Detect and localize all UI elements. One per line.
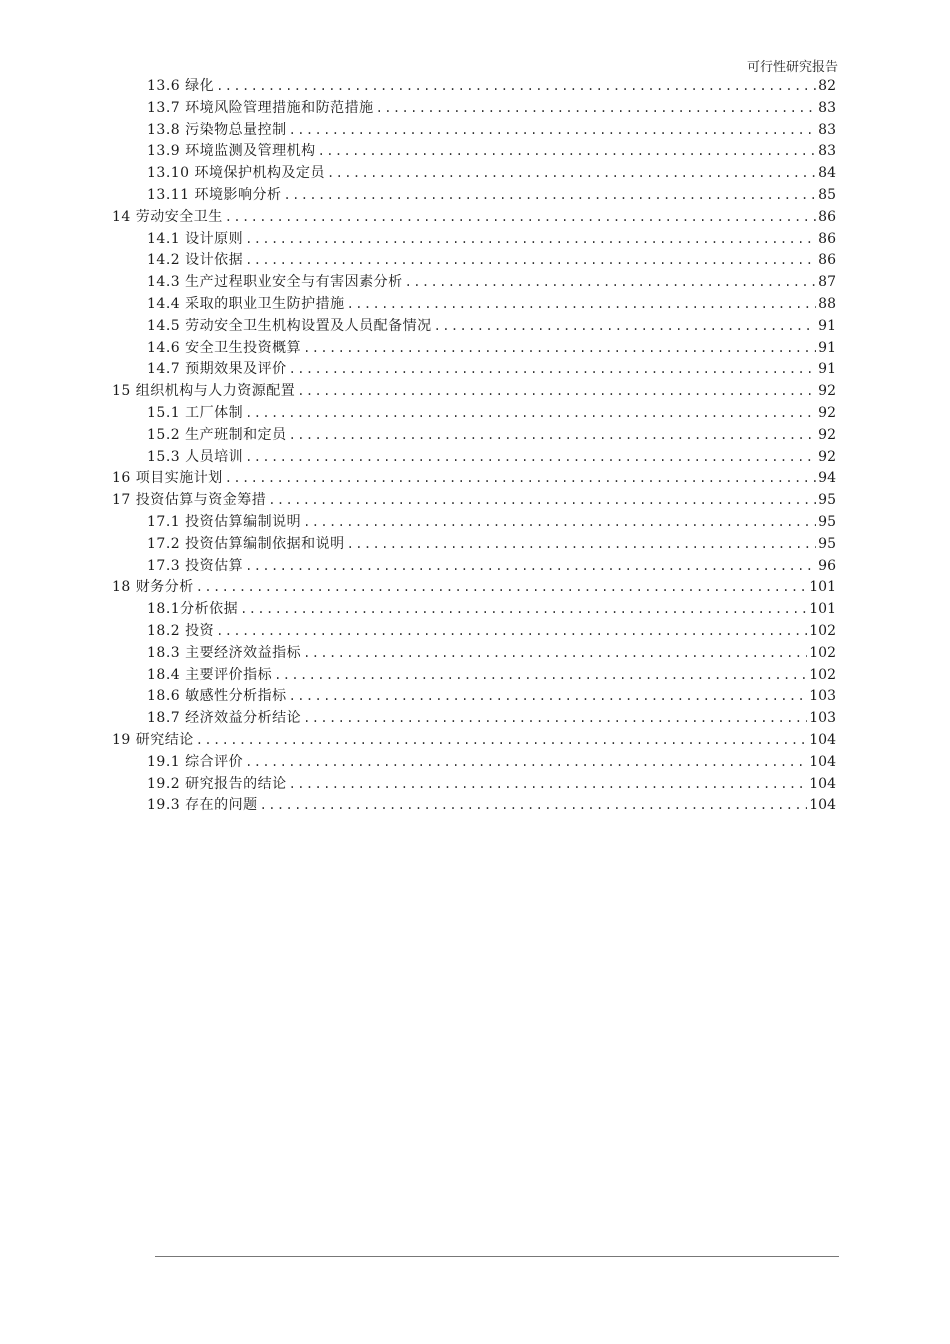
toc-dot-leader	[245, 229, 816, 251]
toc-entry-page: 92	[818, 383, 836, 400]
toc-entry[interactable]	[112, 686, 836, 708]
table-of-contents	[112, 76, 836, 817]
toc-dot-leader	[289, 120, 817, 142]
toc-entry-title: 19 研究结论	[112, 731, 194, 748]
toc-dot-leader	[260, 795, 808, 817]
toc-entry-page: 95	[818, 492, 836, 509]
toc-entry[interactable]	[112, 512, 836, 534]
toc-entry-page: 82	[818, 78, 836, 94]
toc-dot-leader	[347, 294, 817, 316]
toc-entry-title: 13.7 环境风险管理措施和防范措施	[147, 99, 374, 116]
toc-entry-page: 88	[818, 295, 836, 312]
toc-entry-title: 17.3 投资估算	[147, 557, 244, 574]
toc-entry-title: 18.2 投资	[147, 622, 215, 639]
toc-entry[interactable]	[112, 272, 836, 294]
toc-dot-leader	[303, 512, 816, 534]
toc-entry-title: 14.7 预期效果及评价	[147, 361, 287, 378]
toc-entry[interactable]	[112, 752, 836, 774]
toc-dot-leader	[245, 752, 807, 774]
toc-dot-leader	[284, 185, 817, 207]
toc-entry[interactable]	[112, 294, 836, 316]
toc-entry-page: 85	[818, 186, 836, 203]
toc-entry-page: 84	[818, 165, 836, 182]
toc-entry-page: 91	[818, 317, 836, 334]
toc-entry-page: 91	[818, 361, 836, 378]
toc-entry-page: 95	[818, 535, 836, 552]
toc-entry[interactable]	[112, 316, 836, 338]
toc-entry-page: 83	[818, 121, 836, 138]
toc-dot-leader	[245, 403, 816, 425]
toc-entry-page: 103	[809, 710, 836, 727]
running-header: 可行性研究报告	[746, 60, 838, 75]
toc-entry-page: 102	[809, 666, 836, 683]
toc-entry-page: 104	[809, 797, 836, 814]
toc-dot-leader	[327, 163, 816, 185]
toc-entry[interactable]	[112, 76, 836, 98]
toc-dot-leader	[347, 534, 817, 556]
toc-dot-leader	[245, 250, 816, 272]
toc-entry[interactable]	[112, 403, 836, 425]
toc-entry-page: 104	[809, 753, 836, 770]
toc-entry[interactable]	[112, 425, 836, 447]
toc-dot-leader	[303, 338, 816, 360]
toc-dot-leader	[216, 76, 816, 98]
toc-dot-leader	[297, 381, 816, 403]
toc-dot-leader	[274, 665, 807, 687]
toc-entry-page: 103	[809, 688, 836, 705]
toc-dot-leader	[225, 207, 816, 229]
toc-dot-leader	[216, 621, 807, 643]
toc-entry-title: 15.1 工厂体制	[147, 404, 244, 421]
toc-dot-leader	[225, 468, 816, 490]
toc-dot-leader	[245, 447, 816, 469]
toc-entry-page: 86	[818, 252, 836, 269]
toc-entry[interactable]	[112, 490, 836, 512]
toc-entry[interactable]	[112, 359, 836, 381]
toc-entry[interactable]	[112, 141, 836, 163]
toc-entry[interactable]	[112, 708, 836, 730]
toc-entry-page: 104	[809, 731, 836, 748]
toc-entry-title: 17 投资估算与资金筹措	[112, 492, 267, 509]
toc-entry[interactable]	[112, 643, 836, 665]
toc-entry-page: 91	[818, 339, 836, 356]
toc-entry-page: 87	[818, 274, 836, 291]
toc-entry[interactable]	[112, 185, 836, 207]
toc-entry-page: 83	[818, 99, 836, 116]
toc-entry-page: 83	[818, 143, 836, 160]
toc-entry-page: 92	[818, 448, 836, 465]
toc-entry-page: 102	[809, 644, 836, 661]
toc-entry-title: 19.3 存在的问题	[147, 797, 258, 814]
toc-entry-page: 86	[818, 208, 836, 225]
toc-entry-title: 13.6 绿化	[147, 78, 215, 94]
toc-dot-leader	[289, 774, 808, 796]
toc-entry-title: 19.2 研究报告的结论	[147, 775, 287, 792]
toc-entry-page: 104	[809, 775, 836, 792]
toc-dot-leader	[289, 425, 817, 447]
toc-entry-page: 95	[818, 513, 836, 530]
toc-dot-leader	[240, 599, 807, 621]
toc-entry-title: 18.4 主要评价指标	[147, 666, 273, 683]
toc-entry-title: 14.2 设计依据	[147, 252, 244, 269]
toc-entry[interactable]	[112, 98, 836, 120]
toc-dot-leader	[434, 316, 817, 338]
toc-entry-title: 15.3 人员培训	[147, 448, 244, 465]
toc-entry-page: 94	[818, 470, 836, 487]
toc-entry[interactable]	[112, 229, 836, 251]
toc-entry-page: 86	[818, 230, 836, 247]
toc-entry-title: 18.3 主要经济效益指标	[147, 644, 302, 661]
toc-entry[interactable]	[112, 577, 836, 599]
toc-dot-leader	[245, 556, 816, 578]
toc-entry[interactable]	[112, 447, 836, 469]
toc-entry[interactable]	[112, 665, 836, 687]
toc-entry-title: 13.10 环境保护机构及定员	[147, 165, 326, 182]
toc-entry[interactable]	[112, 381, 836, 403]
toc-entry[interactable]	[112, 534, 836, 556]
toc-entry-title: 18 财务分析	[112, 579, 194, 596]
toc-entry-title: 14.3 生产过程职业安全与有害因素分析	[147, 274, 403, 291]
toc-entry-page: 92	[818, 404, 836, 421]
toc-entry-page: 96	[818, 557, 836, 574]
toc-entry-title: 15.2 生产班制和定员	[147, 426, 287, 443]
toc-entry-page: 101	[809, 579, 836, 596]
toc-entry-title: 18.1分析依据	[147, 601, 239, 618]
toc-dot-leader	[303, 708, 807, 730]
toc-entry[interactable]	[112, 207, 836, 229]
toc-entry-page: 102	[809, 622, 836, 639]
toc-entry-title: 18.7 经济效益分析结论	[147, 710, 302, 727]
toc-entry-title: 17.2 投资估算编制依据和说明	[147, 535, 345, 552]
toc-entry-title: 13.11 环境影响分析	[147, 186, 282, 203]
toc-entry-title: 16 项目实施计划	[112, 470, 223, 487]
toc-entry[interactable]	[112, 774, 836, 796]
toc-entry-title: 19.1 综合评价	[147, 753, 244, 770]
toc-entry[interactable]	[112, 338, 836, 360]
toc-entry-title: 14 劳动安全卫生	[112, 208, 223, 225]
toc-entry[interactable]	[112, 163, 836, 185]
toc-entry-title: 15 组织机构与人力资源配置	[112, 383, 296, 400]
toc-dot-leader	[303, 643, 807, 665]
toc-entry-title: 17.1 投资估算编制说明	[147, 513, 302, 530]
toc-entry-title: 14.5 劳动安全卫生机构设置及人员配备情况	[147, 317, 432, 334]
toc-entry-title: 13.8 污染物总量控制	[147, 121, 287, 138]
toc-entry[interactable]	[112, 468, 836, 490]
toc-dot-leader	[196, 577, 808, 599]
toc-entry[interactable]	[112, 556, 836, 578]
toc-dot-leader	[289, 359, 817, 381]
toc-dot-leader	[405, 272, 817, 294]
toc-dot-leader	[289, 686, 808, 708]
toc-dot-leader	[268, 490, 816, 512]
toc-entry[interactable]	[112, 795, 836, 817]
footer-divider	[155, 1256, 839, 1257]
toc-entry-title: 13.9 环境监测及管理机构	[147, 143, 316, 160]
toc-entry[interactable]	[112, 250, 836, 272]
toc-entry-title: 14.1 设计原则	[147, 230, 244, 247]
toc-dot-leader	[196, 730, 808, 752]
toc-dot-leader	[318, 141, 817, 163]
toc-entry[interactable]	[112, 599, 836, 621]
toc-entry[interactable]	[112, 120, 836, 142]
toc-entry-page: 92	[818, 426, 836, 443]
toc-entry-title: 14.4 采取的职业卫生防护措施	[147, 295, 345, 312]
toc-entry[interactable]	[112, 621, 836, 643]
toc-entry[interactable]	[112, 730, 836, 752]
toc-entry-page: 101	[809, 601, 836, 618]
toc-dot-leader	[376, 98, 817, 120]
toc-entry-title: 18.6 敏感性分析指标	[147, 688, 287, 705]
toc-entry-title: 14.6 安全卫生投资概算	[147, 339, 302, 356]
